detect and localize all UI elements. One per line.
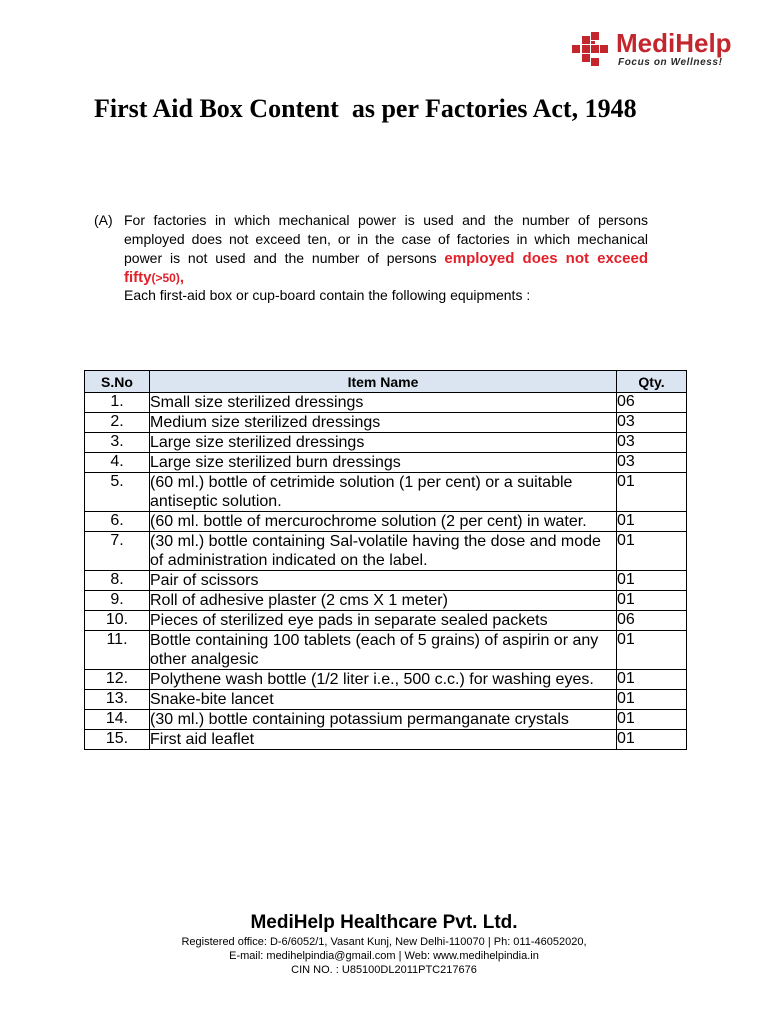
row-sno: 1. [85,393,150,413]
row-qty: 01 [617,710,687,730]
header-qty: Qty. [617,371,687,393]
row-qty: 01 [617,532,687,571]
table-row [85,453,687,473]
row-qty: 03 [617,453,687,473]
section-end-comma: , [179,269,185,286]
row-qty: 01 [617,512,687,532]
row-item-name: Polythene wash bottle (1/2 liter i.e., 500 c.c.) for washing eyes. [150,670,617,690]
row-sno: 12. [85,670,150,690]
table-row [85,393,687,413]
footer-cin: CIN NO. : U85100DL2011PTC217676 [291,964,477,976]
table-header-row [85,371,687,393]
brand-name: MediHelp [616,28,732,58]
row-sno: 3. [85,433,150,453]
row-item-name: First aid leaflet [150,730,617,750]
row-qty: 01 [617,473,687,512]
table-row [85,413,687,433]
table-row [85,710,687,730]
table-row [85,591,687,611]
table-row [85,690,687,710]
table-row [85,473,687,512]
section-paragraph [124,211,648,288]
row-item-name: Bottle containing 100 tablets (each of 5 grains) of aspirin or any other analgesic [150,631,617,670]
table-body [85,393,687,750]
intro-text: Each first-aid box or cup-board contain the following equipments : [124,287,531,303]
table-row [85,532,687,571]
row-qty: 01 [617,631,687,670]
table-row [85,730,687,750]
header-sno: S.No [85,371,150,393]
row-qty: 01 [617,690,687,710]
row-sno: 13. [85,690,150,710]
row-item-name: Medium size sterilized dressings [150,413,617,433]
row-sno: 15. [85,730,150,750]
row-sno: 4. [85,453,150,473]
medical-cross-icon [572,32,612,72]
row-sno: 10. [85,611,150,631]
row-item-name: Pair of scissors [150,571,617,591]
page-title: First Aid Box Content as per Factories Act, 1948 [94,94,637,123]
row-sno: 8. [85,571,150,591]
row-item-name: Roll of adhesive plaster (2 cms X 1 meter) [150,591,617,611]
row-sno: 5. [85,473,150,512]
section-text: For factories in which mechanical power is used and the number of persons employed does not exceed ten, or in the case of factories in which mechanical power is not used and the number of persons [124,212,648,266]
brand-logo [572,30,752,72]
row-item-name: (30 ml.) bottle containing potassium permanganate crystals [150,710,617,730]
row-qty: 03 [617,413,687,433]
row-qty: 01 [617,670,687,690]
row-qty: 01 [617,591,687,611]
row-sno: 6. [85,512,150,532]
section-highlight: employed does not exceed fifty [124,250,648,286]
row-item-name: (60 ml.) bottle of cetrimide solution (1 per cent) or a suitable antiseptic solution. [150,473,617,512]
table-row [85,433,687,453]
row-item-name: Snake-bite lancet [150,690,617,710]
footer-company: MediHelp Healthcare Pvt. Ltd. [250,912,518,933]
table-row [85,670,687,690]
row-sno: 11. [85,631,150,670]
row-item-name: (30 ml.) bottle containing Sal-volatile having the dose and mode of administration indicated on the label. [150,532,617,571]
header-item: Item Name [150,371,617,393]
first-aid-table [84,370,687,750]
row-qty: 01 [617,571,687,591]
table-row [85,571,687,591]
table-row [85,512,687,532]
row-item-name: Small size sterilized dressings [150,393,617,413]
row-qty: 01 [617,730,687,750]
section-label: (A) [94,212,113,228]
footer-contact: E-mail: medihelpindia@gmail.com | Web: www.medihelpindia.in [229,950,539,962]
row-item-name: (60 ml. bottle of mercurochrome solution (2 per cent) in water. [150,512,617,532]
row-qty: 06 [617,393,687,413]
row-sno: 7. [85,532,150,571]
row-qty: 06 [617,611,687,631]
row-sno: 2. [85,413,150,433]
table-row [85,631,687,670]
row-qty: 03 [617,433,687,453]
row-sno: 14. [85,710,150,730]
row-sno: 9. [85,591,150,611]
table-row [85,611,687,631]
brand-tagline: Focus on Wellness! [618,57,723,68]
row-item-name: Pieces of sterilized eye pads in separate sealed packets [150,611,617,631]
footer-address: Registered office: D-6/6052/1, Vasant Kunj, New Delhi-110070 | Ph: 011-46052020, [181,936,587,948]
section-highlight-note: (>50) [151,271,180,285]
row-item-name: Large size sterilized burn dressings [150,453,617,473]
row-item-name: Large size sterilized dressings [150,433,617,453]
